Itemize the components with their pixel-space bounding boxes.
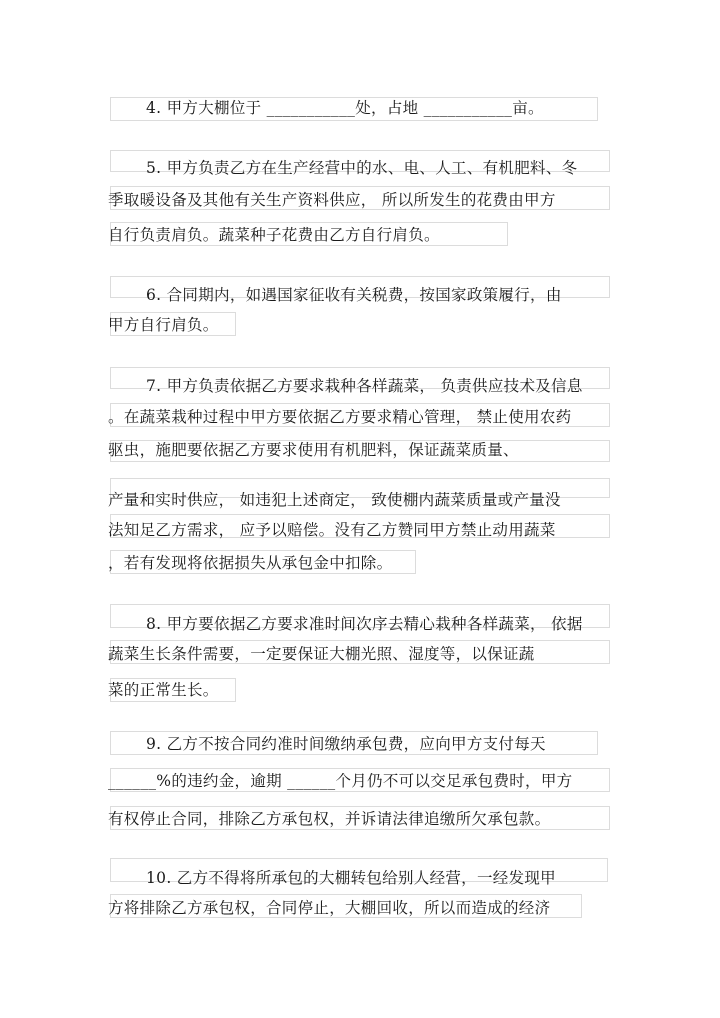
clause-4-mid: 处，占地 — [355, 99, 419, 117]
clause-5-line-1: 5. 甲方负责乙方在生产经营中的水、电、人工、有机肥料、冬 — [146, 159, 578, 177]
clause-8-line-2: 蔬菜生长条件需要，一定要保证大棚光照、湿度等，以保证蔬 — [108, 645, 535, 663]
clause-7-line-6: ，若有发现将依据损失从承包金中扣除。 — [108, 554, 393, 572]
clause-9-line-3: 有权停止合同，排除乙方承包权，并诉请法律追缴所欠承包款。 — [108, 810, 551, 828]
clause-8-line-1: 8. 甲方要依据乙方要求准时间次序去精心栽种各样蔬菜， 依据 — [146, 615, 583, 633]
clause-5-line-3: 自行负责肩负。蔬菜种子花费由乙方自行肩负。 — [108, 226, 440, 244]
blank-location: ___________ — [266, 99, 356, 117]
blank-area: ___________ — [423, 99, 513, 117]
clause-7-line-4: 产量和实时供应， 如违犯上述商定， 致使棚内蔬菜质量或产量没 — [108, 491, 561, 509]
clause-8-line-3: 菜的正常生长。 — [108, 681, 219, 699]
clause-7-line-5: 法知足乙方需求， 应予以赔偿。没有乙方赞同甲方禁止动用蔬菜 — [108, 521, 556, 539]
clause-4-post: 亩。 — [512, 99, 544, 117]
clause-6-line-2: 甲方自行肩负。 — [108, 316, 219, 334]
clause-6-line-1: 6. 合同期内，如遇国家征收有关税费，按国家政策履行，由 — [146, 286, 562, 304]
clause-7-line-1: 7. 甲方负责依据乙方要求栽种各样蔬菜， 负责供应技术及信息 — [146, 377, 583, 395]
clause-10-line-1: 10. 乙方不得将所承包的大棚转包给别人经营，一经发现甲 — [146, 869, 556, 887]
clause-4-line — [146, 98, 544, 118]
clause-10-line-2: 方将排除乙方承包权，合同停止，大棚回收，所以而造成的经济 — [108, 899, 551, 917]
clause-9-line-2: ______%的违约金，逾期 ______个月仍不可以交足承包费时，甲方 — [108, 772, 573, 790]
clause-5-line-2: 季取暖设备及其他有关生产资料供应， 所以所发生的花费由甲方 — [108, 191, 556, 209]
clause-9-line-1: 9. 乙方不按合同约准时间缴纳承包费，应向甲方支付每天 — [146, 735, 546, 753]
clause-7-line-3: 驱虫，施肥要依据乙方要求使用有机肥料，保证蔬菜质量、 — [108, 441, 519, 459]
clause-7-line-2: 。在蔬菜栽种过程中甲方要依据乙方要求精心管理， 禁止使用农药 — [108, 408, 572, 426]
clause-4-pre: 4. 甲方大棚位于 — [146, 99, 262, 117]
